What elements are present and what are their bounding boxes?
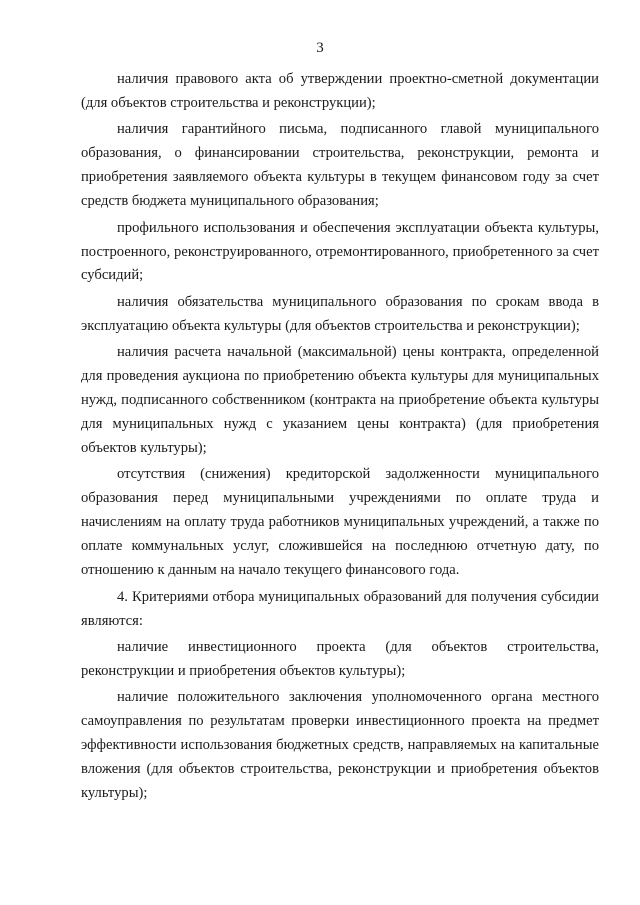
paragraph-legal-act: наличия правового акта об утверждении проектно-сметной документации (для объектов строительства и реконструкции); bbox=[81, 71, 599, 111]
paragraph-price-calculation: наличия расчета начальной (максимальной) цены контракта, определенной для проведения аукциона по приобретению объекта культуры для муниципальных нужд, подписанного собственником (контракта на приобретение объекта культуры для муниципальных нужд с указанием цены контракта) (для приобретения объектов культуры); bbox=[81, 344, 599, 456]
paragraph-profile-use: профильного использования и обеспечения эксплуатации объекта культуры, построенного, реконструированного, отремонтированного, приобретенного за счет субсидий; bbox=[81, 219, 599, 284]
paragraph-commissioning-obligation: наличия обязательства муниципального образования по срокам ввода в эксплуатацию объекта культуры (для объектов строительства и реконструкции); bbox=[81, 293, 599, 334]
paragraph-investment-project: наличие инвестиционного проекта (для объектов строительства, реконструкции и приобретения объектов культуры); bbox=[81, 639, 599, 679]
page-number: 3 bbox=[316, 40, 324, 56]
document-body bbox=[81, 68, 599, 809]
paragraph-positive-conclusion: наличие положительного заключения уполномоченного органа местного самоуправления по результатам проверки инвестиционного проекта на предмет эффективности использования бюджетных средств, направляемых на капитальные вложения (для объектов строительства, реконструкции и приобретения объектов культуры); bbox=[81, 689, 599, 802]
paragraph-selection-criteria: 4. Критериями отбора муниципальных образований для получения субсидии являются: bbox=[81, 588, 599, 629]
paragraph-guarantee-letter: наличия гарантийного письма, подписанного главой муниципального образования, о финансировании строительства, реконструкции, ремонта и приобретения заявляемого объекта культуры в текущем финансовом году за счет средств бюджета муниципального образования; bbox=[81, 121, 599, 210]
paragraph-debt-absence: отсутствия (снижения) кредиторской задолженности муниципального образования перед муниципальными учреждениями по оплате труда и начислениям на оплату труда работников муниципальных учреждений, а также по оплате коммунальных услуг, сложившейся на последнюю отчетную дату, по отношению к данным на начало текущего финансового года. bbox=[81, 466, 599, 579]
